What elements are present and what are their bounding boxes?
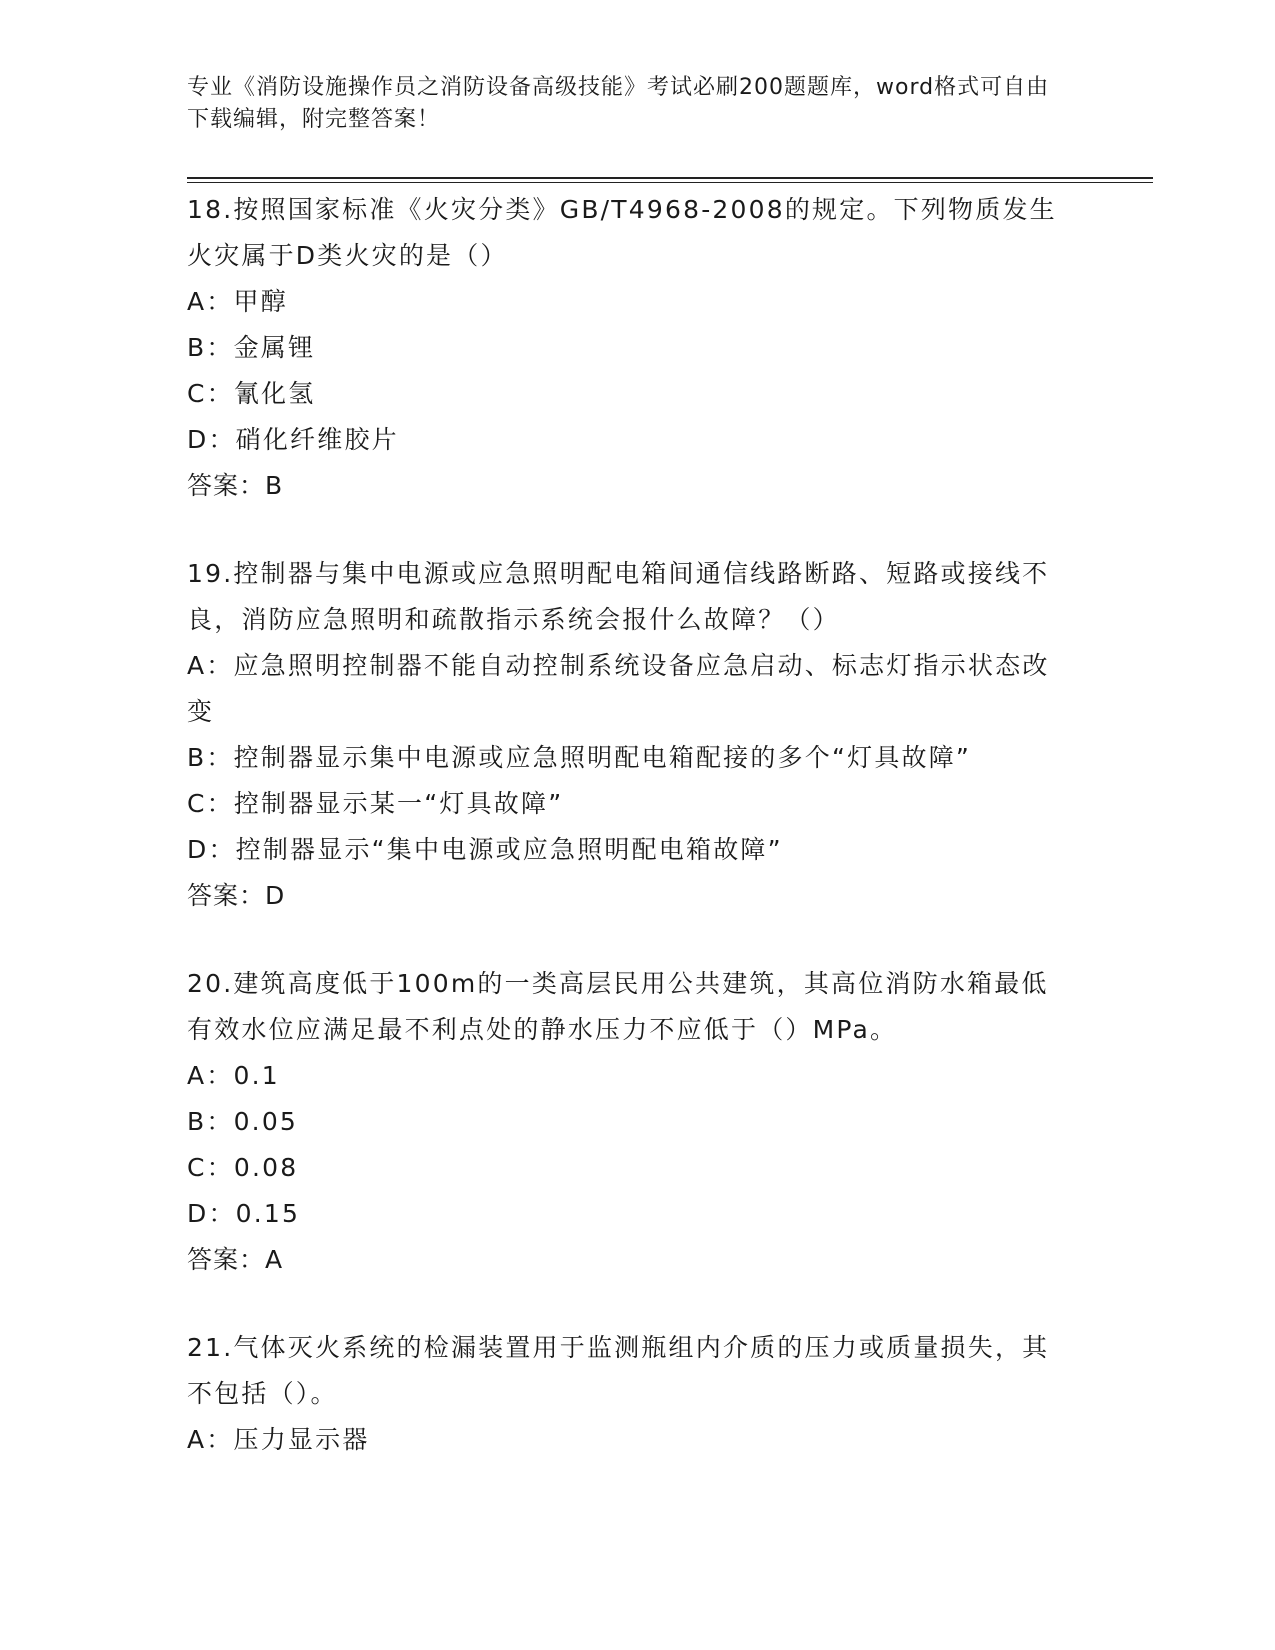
- question-stem: 19.控制器与集中电源或应急照明配电箱间通信线路断路、短路或接线不良，消防应急照明和疏散指示系统会报什么故障？（）: [187, 559, 1050, 634]
- option-d: [187, 1191, 1067, 1237]
- option-text: 控制器显示集中电源或应急照明配电箱配接的多个“灯具故障”: [233, 743, 972, 772]
- option-a: [187, 643, 1067, 735]
- option-key: B：: [187, 333, 234, 362]
- option-key: D：: [187, 1199, 236, 1228]
- answer-line: 答案：A: [187, 1245, 284, 1274]
- option-text: 控制器显示“集中电源或应急照明配电箱故障”: [235, 835, 783, 864]
- option-key: A：: [187, 1061, 234, 1090]
- option-text: 应急照明控制器不能自动控制系统设备应急启动、标志灯指示状态改变: [187, 651, 1050, 726]
- question-19: [187, 551, 1067, 919]
- option-key: D：: [187, 835, 236, 864]
- option-text: 控制器显示某一“灯具故障”: [233, 789, 564, 818]
- option-a: [187, 279, 1067, 325]
- option-text: 0.15: [235, 1199, 301, 1228]
- option-a: [187, 1417, 1067, 1463]
- option-text: 0.1: [233, 1061, 280, 1090]
- option-key: A：: [187, 1425, 234, 1454]
- option-c: [187, 371, 1067, 417]
- option-text: 甲醇: [233, 287, 288, 316]
- option-d: [187, 827, 1067, 873]
- option-key: B：: [187, 743, 234, 772]
- question-21: [187, 1325, 1067, 1463]
- header-divider: [187, 177, 1153, 179]
- option-text: 金属锂: [233, 333, 316, 362]
- question-stem: 21.气体灭火系统的检漏装置用于监测瓶组内介质的压力或质量损失，其不包括（）。: [187, 1333, 1050, 1408]
- question-stem: 20.建筑高度低于100m的一类高层民用公共建筑，其高位消防水箱最低有效水位应满足最不利点处的静水压力不应低于（）MPa。: [187, 969, 1049, 1044]
- option-a: [187, 1053, 1067, 1099]
- option-text: 0.05: [233, 1107, 299, 1136]
- option-text: 0.08: [233, 1153, 299, 1182]
- option-text: 氰化氢: [233, 379, 316, 408]
- option-c: [187, 1145, 1067, 1191]
- option-b: [187, 1099, 1067, 1145]
- option-key: C：: [187, 1153, 234, 1182]
- option-d: [187, 417, 1067, 463]
- option-b: [187, 735, 1067, 781]
- document-header: 专业《消防设施操作员之消防设备高级技能》考试必刷200题题库，word格式可自由下载编辑，附完整答案！: [187, 75, 1050, 132]
- option-c: [187, 781, 1067, 827]
- option-key: A：: [187, 651, 234, 680]
- question-stem: 18.按照国家标准《火灾分类》GB/T4968-2008的规定。下列物质发生火灾属于D类火灾的是（）: [187, 195, 1057, 270]
- option-key: D：: [187, 425, 236, 454]
- option-key: C：: [187, 789, 234, 818]
- option-text: 硝化纤维胶片: [235, 425, 399, 454]
- option-b: [187, 325, 1067, 371]
- option-text: 压力显示器: [233, 1425, 370, 1454]
- option-key: B：: [187, 1107, 234, 1136]
- question-18: [187, 187, 1067, 509]
- answer-line: 答案：D: [187, 881, 286, 910]
- answer-line: 答案：B: [187, 471, 284, 500]
- header-divider-thin: [187, 182, 1153, 183]
- question-20: [187, 961, 1067, 1283]
- option-key: C：: [187, 379, 234, 408]
- option-key: A：: [187, 287, 234, 316]
